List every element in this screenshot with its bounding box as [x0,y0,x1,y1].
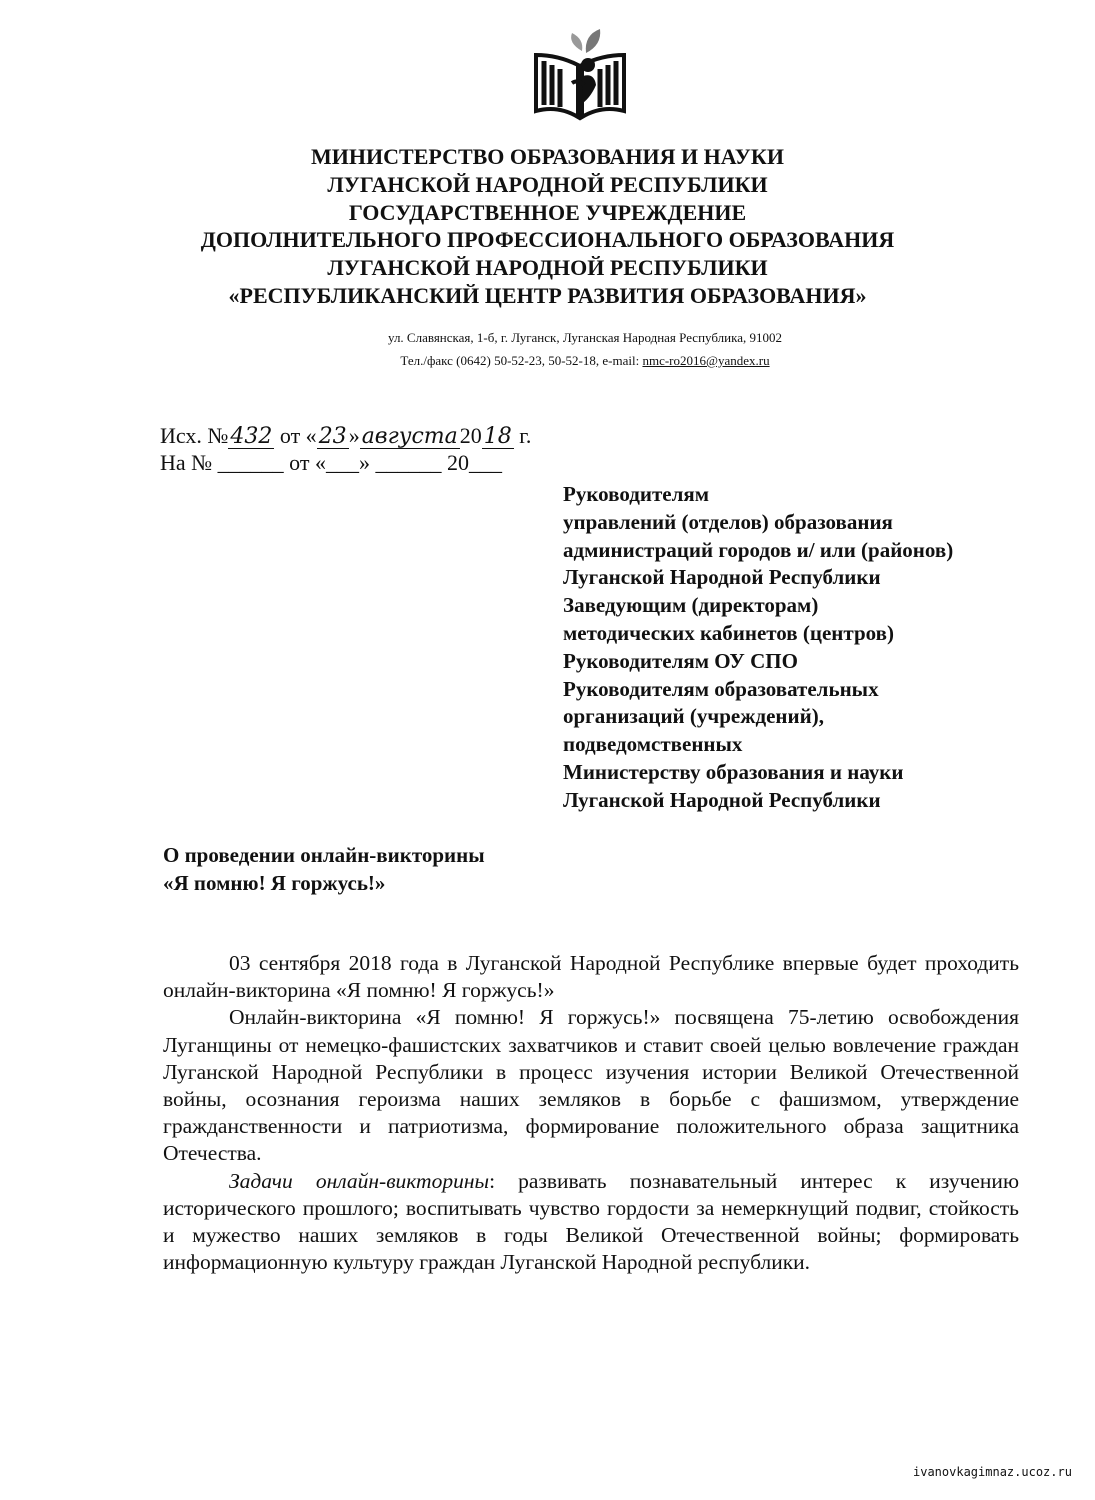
handwritten-month: августа [361,424,458,449]
ref-prefix: Исх. № [160,423,229,448]
addressee-line: Министерству образования и науки [563,759,904,784]
ref-suffix: г. [513,423,532,448]
tasks-label: Задачи онлайн-викторины [229,1168,490,1193]
email-link[interactable]: nmc-ro2016@yandex.ru [642,353,770,368]
addressee-line: методических кабинетов (центров) [563,620,894,645]
body-paragraph: 03 сентября 2018 года в Луганской Народной Республике впервые будет проходить онлайн-викторина «Я помню! Я горжусь!» [163,951,1019,1003]
organization-header [0,143,1095,310]
handwritten-number: 432 [230,424,273,449]
addressee-line: Руководителям [563,482,710,506]
ref-sep: » [348,423,360,448]
subject-line: О проведении онлайн-викторины [163,843,485,867]
ref-from: от « [274,423,317,448]
ref-year-prefix: 20 [459,423,482,448]
org-line: ЛУГАНСКОЙ НАРОДНОЙ РЕСПУБЛИКИ [327,171,768,197]
letter-body [163,950,1019,1276]
addressee-line: управлений (отделов) образования [563,509,893,534]
handwritten-day: 23 [318,424,347,449]
addressee-line: подведомственных [563,732,743,757]
addressee-line: Руководителям образовательных [563,676,879,701]
org-line: ЛУГАНСКОЙ НАРОДНОЙ РЕСПУБЛИКИ [327,255,768,281]
contacts-text: Тел./факс (0642) 50-52-23, 50-52-18, e-mail: [400,353,643,368]
addressee-line: Заведующим (директорам) [563,593,819,618]
body-paragraph [163,1168,1019,1277]
postal-address: ул. Славянская, 1-б, г. Луганск, Луганская Народная Республика, 91002 [388,330,782,345]
contact-line [0,353,1095,369]
site-watermark: ivanovkagimnaz.ucoz.ru [913,1465,1072,1479]
tasks-text: : развивать познавательный интерес к изучению исторического прошлого; воспитывать чувство гордости за немеркнущий подвиг, стойкость и мужество наших земляков в годы Великой Отечественной войны; формировать информационную культуру граждан Луганской Народной республики. [163,1168,1019,1275]
org-line: ГОСУДАРСТВЕННОЕ УЧРЕЖДЕНИЕ [348,199,747,225]
addressee-block [563,481,953,815]
outgoing-reference [160,423,531,449]
org-line: МИНИСТЕРСТВО ОБРАЗОВАНИЯ И НАУКИ [311,144,784,169]
addressee-line: организаций (учреждений), [563,704,824,729]
handwritten-year: 18 [483,424,512,449]
subject-line: «Я помню! Я горжусь!» [163,871,386,895]
addressee-line: Руководителям ОУ СПО [563,648,798,673]
incoming-reference: На № ______ от «___» ______ 20___ [160,450,502,475]
addressee-line: Луганской Народной Республики [563,787,881,812]
organization-logo [528,25,632,125]
letter-subject [163,841,485,897]
addressee-line: администраций городов и/ или (районов) [563,537,954,562]
body-paragraph: Онлайн-викторина «Я помню! Я горжусь!» посвящена 75-летию освобождения Луганщины от немецко-фашистских захватчиков и ставит своей целью вовлечение граждан Луганской Народной Республики в процесс изучения истории Великой Отечественной войны, осознания героизма наших земляков в борьбе с фашизмом, утверждение гражданственности и патриотизма, формирование положительного образа защитника Отечества. [163,1005,1019,1166]
addressee-line: Луганской Народной Республики [563,565,881,590]
org-line: ДОПОЛНИТЕЛЬНОГО ПРОФЕССИОНАЛЬНОГО ОБРАЗОВАНИЯ [200,227,895,253]
org-line: «РЕСПУБЛИКАНСКИЙ ЦЕНТР РАЗВИТИЯ ОБРАЗОВАНИЯ» [228,282,867,308]
